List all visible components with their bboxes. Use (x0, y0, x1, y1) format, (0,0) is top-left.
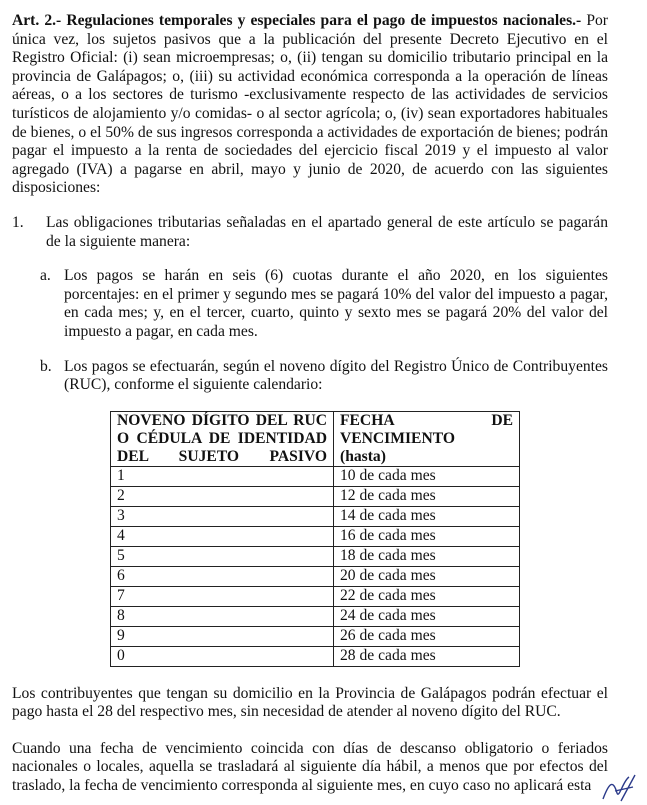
sub-item-letter: a. (40, 267, 51, 285)
ruc-digit-cell: 2 (111, 486, 334, 506)
header-ruc-digit: NOVENO DÍGITO DEL RUC O CÉDULA DE IDENTIDAD DEL SUJETO PASIVO (111, 411, 334, 466)
ruc-digit-cell: 6 (111, 566, 334, 586)
galapagos-note: Los contribuyentes que tengan su domicilio en la Provincia de Galápagos podrán efectuar el pago hasta el 28 del respectivo mes, sin necesidad de atender al noveno dígito del RUC. (12, 684, 608, 721)
table-row (111, 586, 520, 606)
sub-item-a (12, 267, 608, 341)
ruc-digit-cell: 0 (111, 646, 334, 666)
due-date-cell: 20 de cada mes (334, 566, 520, 586)
table-row (111, 606, 520, 626)
ruc-digit-cell: 9 (111, 626, 334, 646)
table-row (111, 506, 520, 526)
holiday-note: Cuando una fecha de vencimiento coincida con días de descanso obligatorio o feriados nacionales o locales, aquella se trasladará al siguiente día hábil, a menos que por efectos del traslado, la fecha de vencimiento corresponda al siguiente mes, en cuyo caso no aplicará esta (12, 739, 608, 795)
due-date-cell: 24 de cada mes (334, 606, 520, 626)
table-row (111, 486, 520, 506)
due-date-cell: 12 de cada mes (334, 486, 520, 506)
ruc-digit-cell: 3 (111, 506, 334, 526)
due-date-cell: 18 de cada mes (334, 546, 520, 566)
document-page (12, 12, 608, 796)
list-item-1 (12, 214, 608, 251)
header-due-date: FECHA DE VENCIMIENTO (hasta) (334, 411, 520, 466)
table-row (111, 526, 520, 546)
handwritten-initials (599, 773, 639, 803)
sub-item-b (12, 358, 608, 395)
due-date-cell: 16 de cada mes (334, 526, 520, 546)
list-item-number: 1. (12, 213, 24, 231)
due-date-cell: 28 de cada mes (334, 646, 520, 666)
due-date-table (110, 411, 520, 667)
table-row (111, 626, 520, 646)
article-paragraph (12, 12, 608, 198)
table-row (111, 546, 520, 566)
ruc-digit-cell: 8 (111, 606, 334, 626)
table-row (111, 646, 520, 666)
due-date-cell: 14 de cada mes (334, 506, 520, 526)
article-heading: Art. 2.- Regulaciones temporales y especiales para el pago de impuestos nacionales.- (12, 12, 582, 29)
ruc-digit-cell: 7 (111, 586, 334, 606)
due-date-cell: 10 de cada mes (334, 466, 520, 486)
list-item-text: Las obligaciones tributarias señaladas en el apartado general de este artículo se pagarán de la siguiente manera: (46, 213, 608, 250)
sub-item-text: Los pagos se efectuarán, según el noveno dígito del Registro Único de Contribuyentes (RUC), conforme el siguiente calendario: (64, 357, 608, 394)
table-row (111, 566, 520, 586)
table-row (111, 466, 520, 486)
article-intro: Por única vez, los sujetos pasivos que a la publicación del presente Decreto Ejecutivo en el Registro Oficial: (i) sean microempresas; o, (ii) tengan su domicilio tributario principal en la provincia de Galápagos; o, (iii) su actividad económica corresponda a la operación de líneas aéreas, o a los sectores de turismo -exclusivamente respecto de las actividades de servicios turísticos de alojamiento y/o comidas- o al sector agrícola; o, (iv) sean exportadores habituales de bienes, o el 50% de sus ingresos corresponda a actividades de exportación de bienes; podrán pagar el impuesto a la renta de sociedades del ejercicio fiscal 2019 y el impuesto al valor agregado (IVA) a pagarse en abril, mayo y junio de 2020, de acuerdo con las siguientes disposiciones: (12, 12, 608, 197)
due-date-cell: 22 de cada mes (334, 586, 520, 606)
due-date-cell: 26 de cada mes (334, 626, 520, 646)
sub-item-letter: b. (40, 357, 52, 375)
ruc-digit-cell: 1 (111, 466, 334, 486)
ruc-digit-cell: 4 (111, 526, 334, 546)
table-header-row (111, 411, 520, 466)
sub-item-text: Los pagos se harán en seis (6) cuotas durante el año 2020, en los siguientes porcentajes: en el primer y segundo mes se pagará 10% del valor del impuesto a pagar, en cada mes; y, en el tercer, cuarto, quinto y sexto mes se pagará 20% del valor del impuesto a pagar, en cada mes. (64, 267, 608, 340)
ruc-digit-cell: 5 (111, 546, 334, 566)
